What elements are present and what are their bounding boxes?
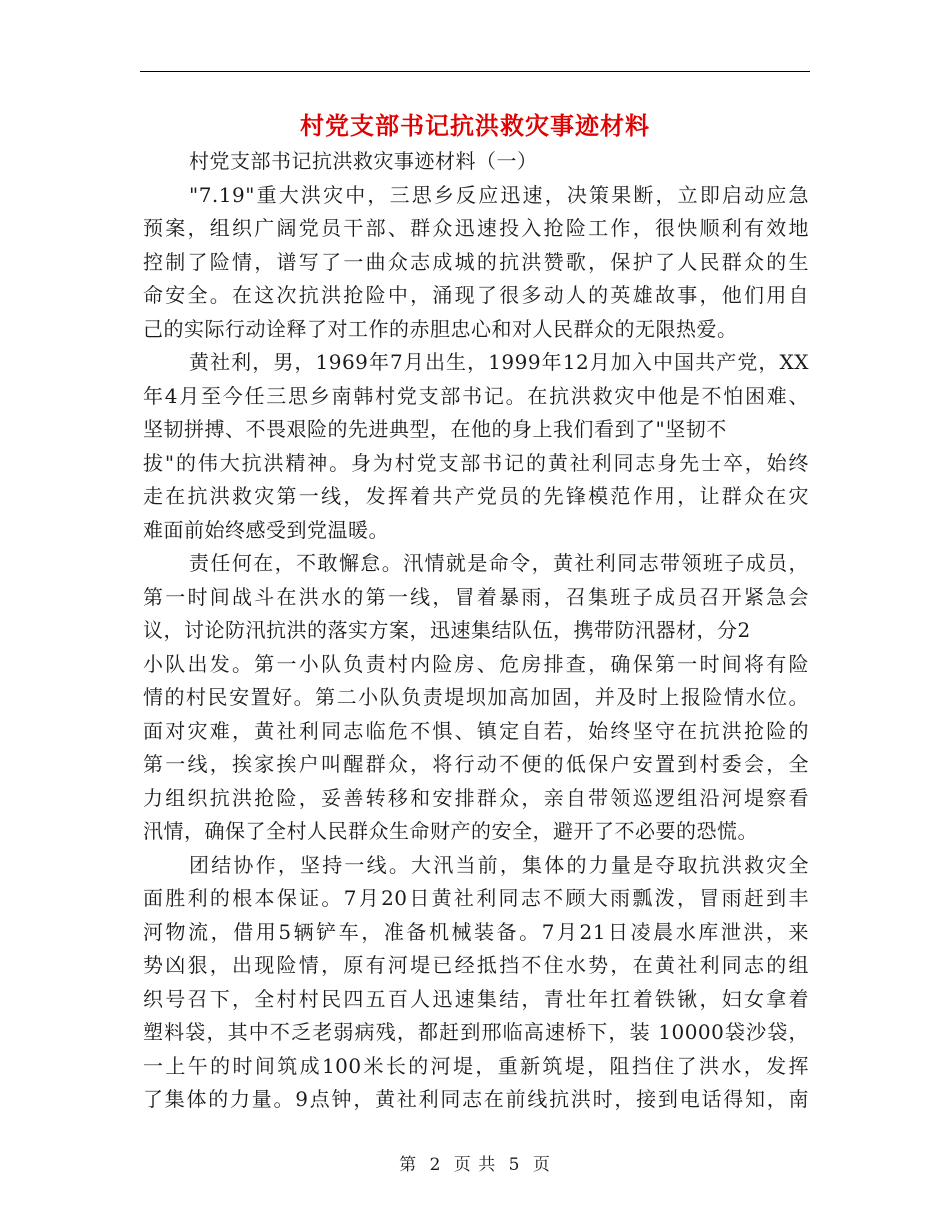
text-line: 拔"的伟大抗洪精神。身为村党支部书记的黄社利同志身先士卒，始终 <box>143 450 809 475</box>
subtitle-line: 村党支部书记抗洪救灾事迹材料（一） <box>189 149 538 173</box>
footer-suffix: 页 <box>532 1155 551 1175</box>
text-line: 预案，组织广阔党员干部、群众迅速投入抢险工作，很快顺利有效地 <box>143 216 809 240</box>
document-title: 村党支部书记抗洪救灾事迹材料 <box>300 111 650 140</box>
text-line: 责任何在，不敢懈怠。汛情就是命令，黄社利同志带领班子成员， <box>189 551 809 575</box>
text-line: 年4月至今任三思乡南韩村党支部书记。在抗洪救灾中他是不怕困难、 <box>143 383 809 408</box>
text-line: 塑料袋，其中不乏老弱病残，都赶到邢临高速桥下，装 10000袋沙袋， <box>143 1020 809 1044</box>
text-line: 第一线，挨家挨户叫醒群众，将行动不便的低保户安置到村委会，全 <box>143 752 809 776</box>
text-line: 织号召下，全村村民四五百人迅速集结，青壮年扛着铁锹，妇女拿着 <box>143 986 809 1011</box>
text-line: 小队出发。第一小队负责村内险房、危房排查，确保第一时间将有险 <box>143 651 809 676</box>
text-line: 走在抗洪救灾第一线，发挥着共产党员的先锋模范作用，让群众在灾 <box>143 484 809 508</box>
header-rule <box>140 71 810 72</box>
text-line: 第一时间战斗在洪水的第一线，冒着暴雨，召集班子成员召开紧急会 <box>143 584 809 609</box>
text-line: 一上午的时间筑成100米长的河堤，重新筑堤，阻挡住了洪水，发挥 <box>143 1053 809 1078</box>
text-line: 议，讨论防汛抗洪的落实方案，迅速集结队伍，携带防汛器材，分2 <box>143 618 751 642</box>
text-line: 难面前始终感受到党温暖。 <box>143 517 389 542</box>
text-line: 河物流，借用5辆铲车，准备机械装备。7月21日凌晨水库泄洪，来 <box>143 919 809 944</box>
text-line: 面胜利的根本保证。7月20日黄社利同志不顾大雨瓢泼，冒雨赶到丰 <box>143 886 809 910</box>
text-line: 汛情，确保了全村人民群众生命财产的安全，避开了不必要的恐慌。 <box>143 819 758 843</box>
footer-middle: 页 共 <box>453 1155 497 1175</box>
text-line: 力组织抗洪抢险，妥善转移和安排群众，亲自带领巡逻组沿河堤察看 <box>143 785 809 810</box>
text-line: 控制了险情，谱写了一曲众志成城的抗洪赞歌，保护了人民群众的生 <box>143 249 809 274</box>
text-line: 了集体的力量。9点钟，黄社利同志在前线抗洪时，接到电话得知，南 <box>143 1087 809 1111</box>
text-line: 坚韧拼搏、不畏艰险的先进典型，在他的身上我们看到了"坚韧不 <box>143 417 727 441</box>
text-line: 命安全。在这次抗洪抢险中，涌现了很多动人的英雄故事，他们用自 <box>143 283 809 307</box>
text-line: "7.19"重大洪灾中，三思乡反应迅速，决策果断，立即启动应急 <box>189 182 809 207</box>
total-page-count: 5 <box>508 1155 521 1175</box>
footer-prefix: 第 <box>399 1155 418 1175</box>
text-line: 面对灾难，黄社利同志临危不惧、镇定自若，始终坚守在抗洪抢险的 <box>143 718 809 743</box>
page-footer <box>0 1152 950 1178</box>
text-line: 团结协作，坚持一线。大汛当前，集体的力量是夺取抗洪救灾全 <box>189 852 809 877</box>
document-body <box>143 145 809 1117</box>
text-line: 势凶狠，出现险情，原有河堤已经抵挡不住水势，在黄社利同志的组 <box>143 953 809 977</box>
current-page-number: 2 <box>429 1155 442 1175</box>
text-line: 情的村民安置好。第二小队负责堤坝加高加固，并及时上报险情水位。 <box>143 685 809 709</box>
text-line: 黄社利，男，1969年7月出生，1999年12月加入中国共产党，XX <box>189 350 809 374</box>
text-line: 己的实际行动诠释了对工作的赤胆忠心和对人民群众的无限热爱。 <box>143 316 738 341</box>
